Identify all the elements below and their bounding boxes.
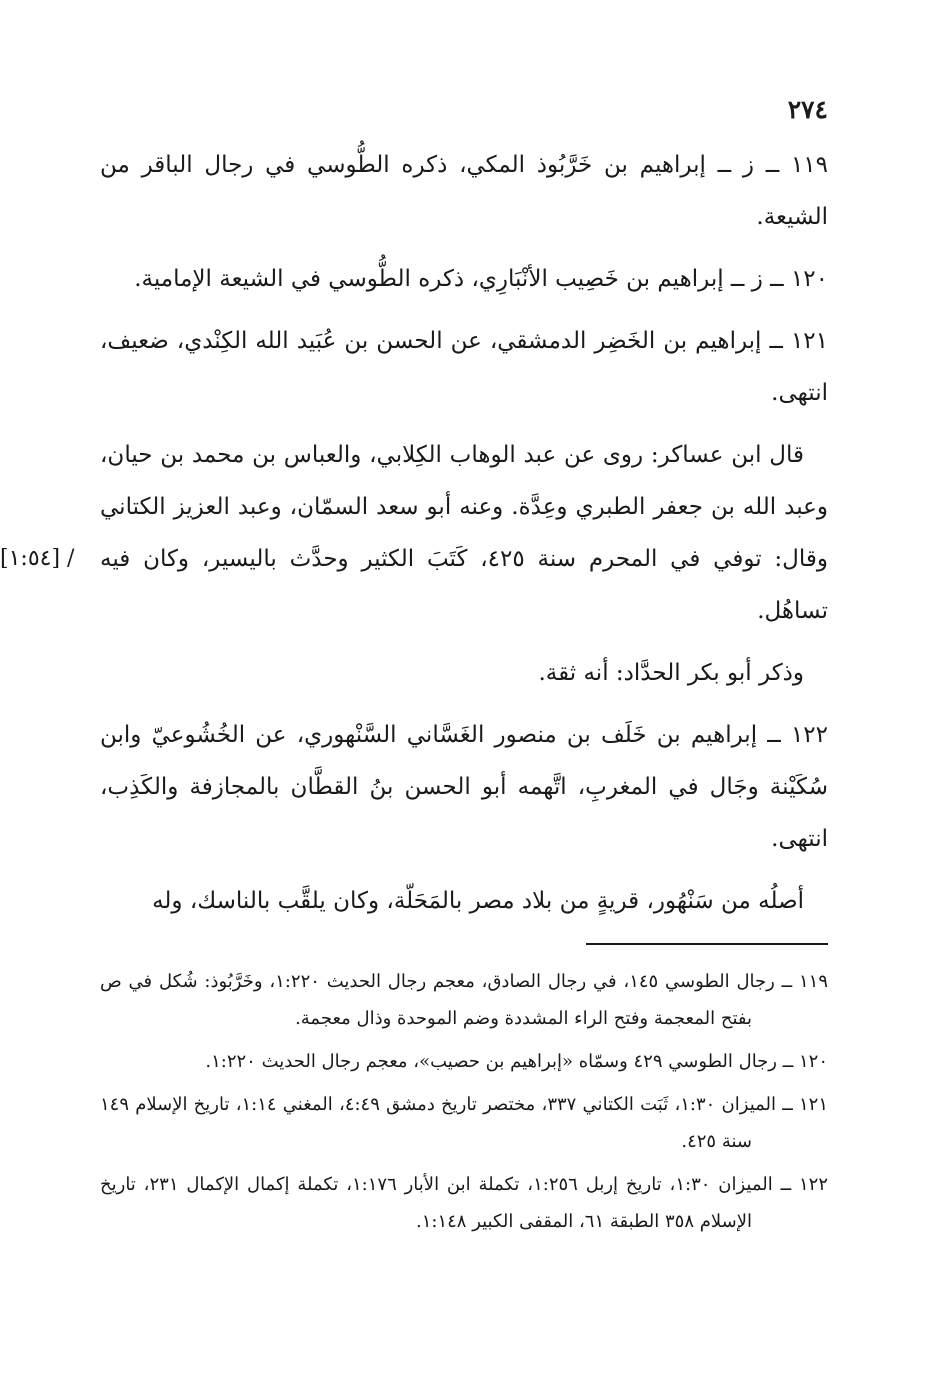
footnote-122: ١٢٢ ــ الميزان ١:٣٠، تاريخ إربل ١:٢٥٦، تكملة ابن الأبار ١:١٧٦، تكملة إكمال الإكمال ٢٣١، تاريخ الإسلام ٣٥٨ الطبقة ٦١، المقفى الكبير ١:١٤٨. [100, 1174, 828, 1232]
footnote-divider [586, 943, 828, 945]
folio-marker: [١:٥٤] / [0, 546, 75, 571]
entry-122: ١٢٢ ــ إبراهيم بن خَلَف بن منصور الغَسَّاني السَّنْهوري، عن الخُشُوعيّ وابن سُكَيْنة وجَال في المغربِ، اتَّهمه أبو الحسن بنُ القطَّان بالمجازفة والكَذِب، انتهى. [100, 722, 828, 852]
footnote-120: ١٢٠ ــ رجال الطوسي ٤٢٩ وسمّاه «إبراهيم بن حصيب»، معجم رجال الحديث ١:٢٢٠. [205, 1051, 828, 1072]
sanhur-paragraph: أصلُه من سَنْهُور، قريةٍ من بلاد مصر بالمَحَلّة، وكان يلقَّب بالناسك، وله [152, 888, 804, 914]
ibn-asakir-paragraph-wrap [0, 429, 828, 637]
footnote-119: ١١٩ ــ رجال الطوسي ١٤٥، في رجال الصادق، معجم رجال الحديث ١:٢٢٠، وخَرَّبُوذ: شُكل في ص بفتح المعجمة وفتح الراء المشددة وضم الموحدة وذال معجمة. [100, 971, 829, 1029]
page-body [0, 95, 829, 1246]
ibn-asakir-paragraph: قال ابن عساكر: روى عن عبد الوهاب الكِلابي، والعباس بن محمد بن حيان، وعبد الله بن جعفر الطبري وعِدَّة. وعنه أبو سعد السمّان، وعبد العزيز الكتاني وقال: توفي في المحرم سنة ٤٢٥، كَتَبَ الكثير وحدَّث باليسير، وكان فيه تساهُل. [100, 442, 828, 624]
page-number: ٢٧٤ [787, 95, 828, 124]
entry-120: ١٢٠ ــ ز ــ إبراهيم بن خَصِيب الأنْبَارِي، ذكره الطُّوسي في الشيعة الإمامية. [134, 266, 828, 292]
haddad-paragraph: وذكر أبو بكر الحدَّاد: أنه ثقة. [538, 660, 804, 686]
entry-121: ١٢١ ــ إبراهيم بن الخَضِر الدمشقي، عن الحسن بن عُبَيد الله الكِنْدي، ضعيف، انتهى. [100, 328, 828, 406]
footnote-121: ١٢١ ــ الميزان ١:٣٠، ثَبَت الكتاني ٣٣٧، مختصر تاريخ دمشق ٤:٤٩، المغني ١:١٤، تاريخ الإسلام ١٤٩ سنة ٤٢٥. [100, 1094, 828, 1152]
entry-119: ١١٩ ــ ز ــ إبراهيم بن خَرَّبُوذ المكي، ذكره الطُّوسي في رجال الباقر من الشيعة. [100, 152, 828, 230]
